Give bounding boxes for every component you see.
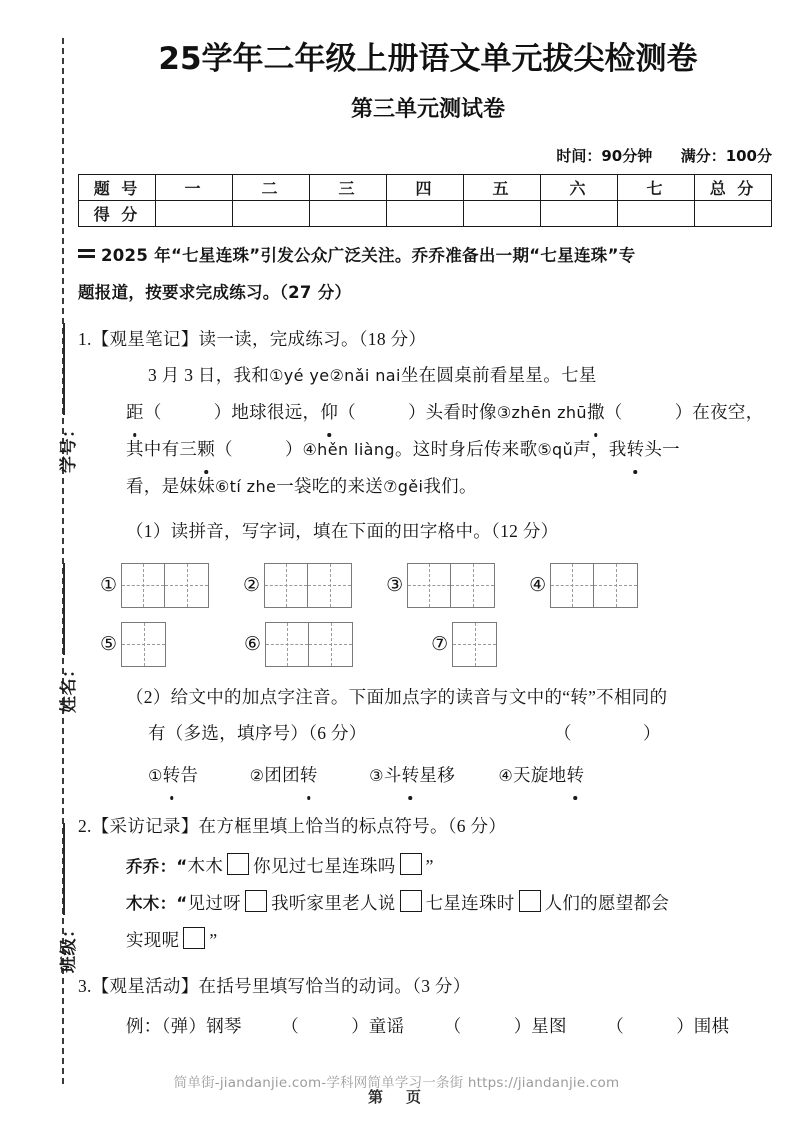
margin-field-class-label: 班级： bbox=[58, 920, 79, 973]
question-1-sub2-answer-blank[interactable]: （ ） bbox=[553, 722, 661, 743]
left-margin-strip bbox=[0, 0, 79, 1122]
question-1 bbox=[78, 321, 778, 794]
tianzige-item-5[interactable] bbox=[100, 622, 166, 667]
tianzige-cell[interactable] bbox=[165, 564, 208, 607]
tianzige-item-1[interactable] bbox=[100, 563, 209, 608]
page-title: 25学年二年级上册语文单元拔尖检测卷 bbox=[158, 41, 698, 77]
margin-field-name-label: 姓名： bbox=[58, 660, 79, 713]
score-table-row-label-score: 得 分 bbox=[79, 200, 156, 226]
question-3-items bbox=[78, 1008, 778, 1044]
passage-2-dot-sa: 撒 bbox=[587, 394, 605, 430]
punctuation-box-4[interactable] bbox=[400, 890, 422, 912]
tianzige-box-2[interactable] bbox=[264, 563, 352, 608]
passage-3-marker-5: ⑤ bbox=[537, 439, 553, 459]
dialog-2-end: ” bbox=[209, 929, 218, 950]
passage-1-marker-1: ① bbox=[269, 365, 284, 385]
section-marker-icon bbox=[78, 249, 95, 258]
question-1-tag: 【观星笔记】 bbox=[91, 328, 199, 349]
dialog-1-a: 木木 bbox=[187, 855, 224, 876]
passage-3-c: 。这时身后传来歌 bbox=[394, 438, 538, 459]
tianzige-row-1 bbox=[78, 563, 778, 608]
question-2 bbox=[78, 808, 778, 958]
question-2-prompt: 在方框里填上恰当的标点符号。（6 分） bbox=[198, 815, 507, 836]
question-1-passage-line-1 bbox=[78, 357, 778, 394]
option-2[interactable] bbox=[250, 765, 318, 785]
option-4-number: ④ bbox=[498, 765, 514, 785]
option-3-number: ③ bbox=[369, 765, 384, 785]
option-4-dotted-char: 转 bbox=[566, 757, 584, 793]
dialog-2-speaker: 木木：“ bbox=[126, 893, 188, 913]
score-cell-1[interactable] bbox=[156, 200, 233, 226]
passage-3-pinyin-4: hěn liàng bbox=[317, 439, 395, 459]
question-1-sub2-prompt-line-1: （2）给文中的加点字注音。下面加点字的读音与文中的“转”不相同的 bbox=[126, 686, 668, 707]
option-1[interactable] bbox=[148, 765, 198, 785]
question-3 bbox=[78, 968, 778, 1044]
tianzige-item-6[interactable] bbox=[244, 622, 353, 667]
verb-item-3[interactable] bbox=[606, 1016, 729, 1036]
tianzige-box-4[interactable] bbox=[550, 563, 638, 608]
verb-word-1: 童谣 bbox=[368, 1015, 405, 1036]
passage-2-b: 地球很远， bbox=[231, 401, 321, 422]
question-1-sub1-prompt: （1）读拼音，写字词，填在下面的田字格中。（12 分） bbox=[126, 520, 559, 541]
score-table-row-label-question: 题 号 bbox=[79, 174, 156, 200]
question-2-dialog-2 bbox=[78, 885, 778, 922]
passage-4-c: 我们。 bbox=[423, 475, 477, 496]
passage-3-dot-ke: 颗 bbox=[197, 431, 215, 467]
tianzige-box-6[interactable] bbox=[265, 622, 353, 667]
dialog-1-end: ” bbox=[425, 855, 434, 876]
score-cell-total[interactable] bbox=[695, 200, 772, 226]
dialog-2-line2-a: 实现呢 bbox=[126, 929, 180, 950]
tianzige-item-4[interactable] bbox=[529, 563, 638, 608]
verb-item-1[interactable] bbox=[281, 1016, 404, 1036]
passage-3-dot-zhuan: 转 bbox=[627, 431, 645, 467]
score-table-col-4: 四 bbox=[387, 174, 464, 200]
passage-1-a: 3 月 3 日，我和 bbox=[148, 364, 270, 385]
tianzige-cell[interactable] bbox=[122, 564, 165, 607]
passage-4-marker-7: ⑦ bbox=[383, 476, 398, 496]
question-2-dialog-2-line-2 bbox=[78, 922, 778, 958]
passage-3-d2: 头一 bbox=[644, 438, 680, 459]
passage-1-b: 坐在圆桌前看星星。七星 bbox=[400, 364, 597, 385]
exam-sheet bbox=[78, 0, 778, 1122]
tianzige-cell[interactable] bbox=[594, 564, 637, 607]
margin-field-student-id-label: 学号： bbox=[58, 420, 79, 473]
score-table-col-1: 一 bbox=[156, 174, 233, 200]
dialog-2-c: 七星连珠时 bbox=[425, 892, 515, 913]
question-1-number: 1. bbox=[78, 328, 92, 349]
question-1-passage-line-2 bbox=[78, 394, 778, 431]
punctuation-box-5[interactable] bbox=[519, 890, 541, 912]
verb-blank-3[interactable]: （ ） bbox=[606, 1015, 694, 1036]
tianzige-box-1[interactable] bbox=[121, 563, 209, 608]
option-2-before: 团团 bbox=[264, 764, 300, 785]
section-one-intro bbox=[78, 237, 778, 311]
verb-word-3: 围棋 bbox=[693, 1015, 730, 1036]
punctuation-box-3[interactable] bbox=[245, 890, 267, 912]
score-table-col-total: 总 分 bbox=[695, 174, 772, 200]
section-one-intro-text-1: 2025 年“七星连珠”引发公众广泛关注。乔乔准备出一期“七星连珠”专 bbox=[101, 245, 636, 265]
passage-1-pinyin-2: nǎi nai bbox=[344, 365, 401, 385]
question-3-number: 3. bbox=[78, 975, 92, 996]
option-3[interactable] bbox=[369, 765, 455, 785]
option-2-number: ② bbox=[249, 765, 265, 785]
question-3-tag: 【观星活动】 bbox=[91, 975, 199, 996]
table-row-scores bbox=[79, 200, 772, 226]
score-cell-2[interactable] bbox=[233, 200, 310, 226]
tianzige-label-6: ⑥ bbox=[244, 633, 262, 656]
score-cell-5[interactable] bbox=[464, 200, 541, 226]
tianzige-cell[interactable] bbox=[265, 564, 308, 607]
question-3-example: 例：（弹）钢琴 bbox=[126, 1015, 242, 1036]
tianzige-cell[interactable] bbox=[408, 564, 451, 607]
passage-2-blank-2: （ ） bbox=[338, 401, 426, 422]
passage-2-blank-1: （ ） bbox=[143, 401, 232, 422]
question-2-tag: 【采访记录】 bbox=[91, 815, 199, 836]
passage-1-marker-2: ② bbox=[329, 365, 345, 385]
question-2-dialog-1 bbox=[78, 848, 778, 885]
page-subtitle: 第三单元测试卷 bbox=[350, 96, 505, 122]
section-one-intro-line-2 bbox=[78, 274, 778, 311]
option-1-after: 告 bbox=[180, 764, 199, 785]
option-2-dotted-char: 转 bbox=[300, 757, 318, 793]
margin-field-class-rule bbox=[62, 824, 65, 916]
tianzige-label-5: ⑤ bbox=[100, 633, 118, 656]
question-3-prompt: 在括号里填写恰当的动词。（3 分） bbox=[198, 975, 471, 996]
punctuation-box-6[interactable] bbox=[183, 927, 205, 949]
score-table-col-2: 二 bbox=[233, 174, 310, 200]
exam-total-label: 满分：100分 bbox=[680, 146, 772, 165]
score-table bbox=[78, 174, 772, 227]
score-cell-7[interactable] bbox=[618, 200, 695, 226]
passage-3-marker-4: ④ bbox=[302, 439, 318, 459]
passage-2-blank-3: （ ） bbox=[604, 401, 693, 422]
tianzige-label-7: ⑦ bbox=[431, 633, 449, 656]
tianzige-box-7[interactable] bbox=[452, 622, 497, 667]
passage-3-blank-1: （ ） bbox=[215, 438, 303, 459]
dialog-1-b: 你见过七星连珠吗 bbox=[253, 855, 396, 876]
table-row-question-numbers bbox=[79, 174, 772, 200]
tianzige-cell[interactable] bbox=[551, 564, 594, 607]
passage-2-e: 在夜空， bbox=[692, 401, 764, 422]
option-3-dotted-char: 转 bbox=[402, 757, 420, 793]
tianzige-label-1: ① bbox=[100, 574, 118, 597]
passage-3-d1: 声，我 bbox=[573, 438, 627, 459]
passage-2-pinyin-3: zhēn zhū bbox=[511, 402, 587, 422]
tianzige-label-2: ② bbox=[243, 574, 261, 597]
question-1-passage-line-4 bbox=[78, 468, 778, 505]
passage-4-pinyin-6: tí zhe bbox=[229, 476, 277, 496]
passage-4-marker-6: ⑥ bbox=[215, 476, 230, 496]
option-1-number: ① bbox=[148, 765, 163, 785]
passage-4-a: 看，是妹妹 bbox=[126, 475, 215, 496]
margin-field-student-id-rule bbox=[62, 324, 65, 416]
tianzige-row-2 bbox=[78, 622, 778, 667]
tianzige-cell[interactable] bbox=[453, 623, 496, 666]
dialog-2-d: 人们的愿望都会 bbox=[544, 892, 670, 913]
score-cell-6[interactable] bbox=[541, 200, 618, 226]
passage-4-b: 一袋吃的来送 bbox=[276, 475, 384, 496]
exam-meta bbox=[78, 145, 778, 166]
page-number-footer: 第 页 bbox=[367, 1088, 425, 1106]
margin-field-name bbox=[53, 553, 79, 713]
tianzige-cell[interactable] bbox=[451, 564, 494, 607]
margin-field-student-id bbox=[53, 313, 79, 473]
margin-field-class bbox=[53, 813, 79, 973]
question-1-heading bbox=[78, 321, 778, 357]
tianzige-cell[interactable] bbox=[122, 623, 165, 666]
dialog-1-speaker: 乔乔：“ bbox=[126, 856, 188, 876]
question-2-number: 2. bbox=[78, 815, 92, 836]
question-3-heading bbox=[78, 968, 778, 1004]
site-watermark: 简单街-jiandanjie.com-学科网简单学习一条街 https://jiandanjie.com bbox=[173, 1075, 620, 1091]
dialog-2-b: 我听家里老人说 bbox=[270, 892, 396, 913]
passage-3-a: 其中有三 bbox=[126, 438, 198, 459]
verb-item-2[interactable] bbox=[444, 1016, 567, 1036]
tianzige-label-3: ③ bbox=[386, 574, 404, 597]
passage-2-dot-ju: 距 bbox=[126, 394, 144, 430]
passage-4-pinyin-7: gěi bbox=[397, 476, 424, 496]
option-3-after: 星移 bbox=[419, 764, 455, 785]
tianzige-cell[interactable] bbox=[308, 564, 351, 607]
tianzige-cell[interactable] bbox=[266, 623, 309, 666]
passage-2-marker-3: ③ bbox=[496, 402, 512, 422]
tianzige-item-7[interactable] bbox=[431, 622, 497, 667]
section-one-intro-line-1 bbox=[78, 237, 778, 274]
option-4[interactable] bbox=[498, 765, 584, 785]
exam-time-label: 时间：90分钟 bbox=[556, 146, 653, 165]
punctuation-box-2[interactable] bbox=[400, 853, 422, 875]
tianzige-box-5[interactable] bbox=[121, 622, 166, 667]
margin-field-name-rule bbox=[62, 564, 65, 656]
verb-word-2: 星图 bbox=[531, 1015, 567, 1036]
question-1-passage-line-3 bbox=[78, 431, 778, 468]
passage-1-pinyin-1: yé ye bbox=[283, 365, 330, 385]
option-1-dotted-char: 转 bbox=[163, 757, 181, 793]
passage-3-pinyin-5: qǔ bbox=[552, 439, 574, 459]
tianzige-box-3[interactable] bbox=[407, 563, 495, 608]
section-one-intro-text-2: 题报道，按要求完成练习。（27 分） bbox=[78, 282, 352, 302]
question-1-prompt: 读一读，完成练习。（18 分） bbox=[198, 328, 427, 349]
verb-blank-2[interactable]: （ ） bbox=[443, 1015, 532, 1036]
question-1-sub2-prompt-line-2 bbox=[78, 715, 778, 751]
option-4-before: 天旋地 bbox=[513, 764, 567, 785]
tianzige-item-3[interactable] bbox=[386, 563, 495, 608]
score-table-col-6: 六 bbox=[541, 174, 618, 200]
dialog-2-a: 见过呀 bbox=[187, 892, 241, 913]
passage-2-c: 头看时像 bbox=[425, 401, 497, 422]
question-2-heading bbox=[78, 808, 778, 844]
score-cell-3[interactable] bbox=[310, 200, 387, 226]
question-1-sub2-options bbox=[78, 757, 778, 794]
punctuation-box-1[interactable] bbox=[227, 853, 249, 875]
verb-blank-1[interactable]: （ ） bbox=[281, 1015, 369, 1036]
score-cell-4[interactable] bbox=[387, 200, 464, 226]
option-3-before: 斗 bbox=[383, 764, 402, 785]
tianzige-cell[interactable] bbox=[309, 623, 352, 666]
tianzige-label-4: ④ bbox=[529, 574, 547, 597]
score-table-col-7: 七 bbox=[618, 174, 695, 200]
question-1-sub2-prompt-text: 有（多选，填序号）（6 分） bbox=[148, 722, 367, 743]
tianzige-item-2[interactable] bbox=[243, 563, 352, 608]
score-table-col-3: 三 bbox=[310, 174, 387, 200]
score-table-col-5: 五 bbox=[464, 174, 541, 200]
passage-2-dot-yang: 仰 bbox=[320, 394, 338, 430]
